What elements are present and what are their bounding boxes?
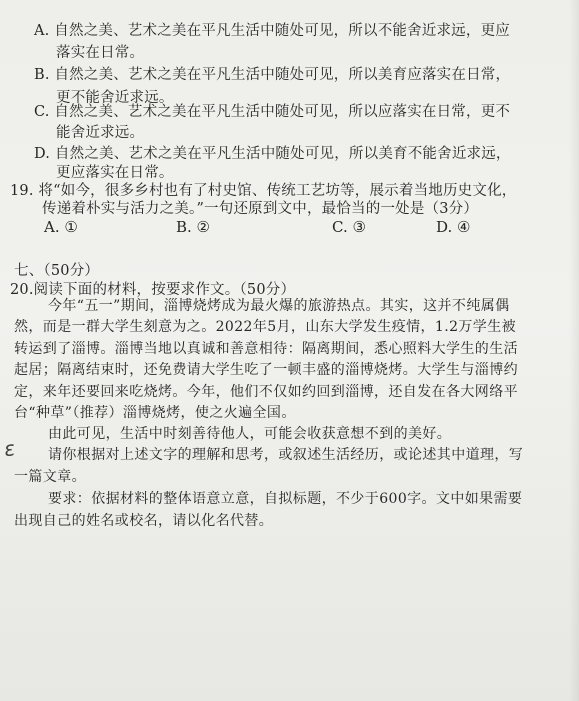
option-c-line1: C. 自然之美、艺术之美在平凡生活中随处可见，所以应落实在日常，更不 bbox=[34, 104, 511, 120]
option-b-line2: 更不能舍近求远。 bbox=[56, 90, 174, 106]
option-a-line1: A. 自然之美、艺术之美在平凡生活中随处可见，所以不能舍近求远，更应 bbox=[34, 23, 510, 39]
handwritten-mark: ɛ bbox=[2, 435, 17, 462]
q19-line1: 19. 将“如今，很多乡村也有了村史馆、传统工艺坊等，展示着当地历史文化， bbox=[10, 183, 517, 199]
essay-para2: 由此可见，生活中时刻善待他人，可能会收获意想不到的美好。 bbox=[48, 426, 452, 442]
essay-para1-line5: 定，来年还要回来吃烧烤。今年，他们不仅如约回到淄博，还自发在各大网络平 bbox=[14, 384, 518, 400]
essay-para4-line1: 要求：依据材料的整体语意立意，自拟标题，不少于600字。文中如果需要 bbox=[48, 491, 523, 507]
option-d-line1: D. 自然之美、艺术之美在平凡生活中随处可见，所以美育不能舍近求远， bbox=[34, 146, 511, 162]
q19-choice-a: A. ① bbox=[44, 218, 78, 236]
essay-para1-line2: 然，而是一群大学生刻意为之。2022年5月，山东大学发生疫情，1.2万学生被 bbox=[14, 319, 516, 335]
essay-para3-line2: 一篇文章。 bbox=[14, 469, 86, 485]
section7-heading: 七、（50分） bbox=[14, 263, 100, 279]
q19-line2: 传递着朴实与活力之美。”一句还原到文中，最恰当的一处是（3分） bbox=[42, 201, 479, 217]
q19-choice-c: C. ③ bbox=[332, 218, 366, 236]
essay-para3-line1: 请你根据对上述文字的理解和思考，或叙述生活经历，或论述其中道理，写 bbox=[48, 447, 524, 463]
page-edge-shadow bbox=[569, 0, 579, 701]
q20-title: 20.阅读下面的材料，按要求作文。（50分） bbox=[10, 282, 296, 298]
q19-choice-d: D. ④ bbox=[436, 218, 471, 236]
essay-para1-line6: 台“种草”（推荐）淄博烧烤，使之火遍全国。 bbox=[14, 405, 296, 421]
option-c-line2: 能舍近求远。 bbox=[56, 125, 145, 141]
option-a-line2: 落实在日常。 bbox=[56, 45, 145, 61]
essay-para4-line2: 出现自己的姓名或校名，请以化名代替。 bbox=[14, 513, 274, 529]
essay-para1-line4: 起居；隔离结束时，还免费请大学生吃了一顿丰盛的淄博烧烤。大学生与淄博约 bbox=[14, 362, 518, 378]
option-d-line2: 更应落实在日常。 bbox=[56, 165, 174, 181]
essay-para1-line3: 转运到了淄博。淄博当地以真诚和善意相待：隔离期间，悉心照料大学生的生活 bbox=[14, 341, 518, 357]
essay-para1-line1: 今年“五一”期间，淄博烧烤成为最火爆的旅游热点。其实，这并不纯属偶 bbox=[48, 298, 510, 314]
option-b-line1: B. 自然之美、艺术之美在平凡生活中随处可见，所以美育应落实在日常， bbox=[34, 67, 511, 83]
q19-choice-b: B. ② bbox=[176, 218, 211, 236]
